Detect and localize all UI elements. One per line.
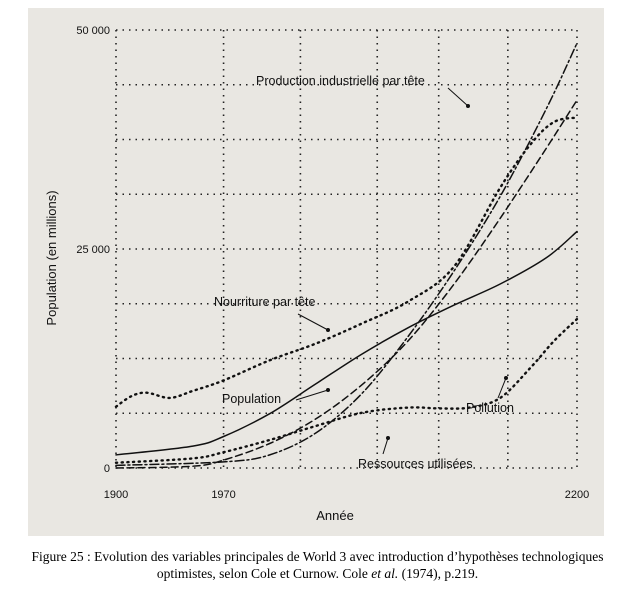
caption-text-italic: et al. bbox=[371, 566, 399, 581]
series-label-leader bbox=[448, 88, 468, 106]
chart bbox=[28, 8, 604, 536]
series-label: Nourriture par tête bbox=[214, 295, 316, 309]
x-tick-label: 2200 bbox=[564, 489, 590, 501]
y-tick-label: 0 bbox=[103, 463, 110, 475]
series-line-3 bbox=[116, 319, 577, 463]
x-axis-title: Année bbox=[316, 508, 354, 523]
series-label: Population bbox=[222, 392, 282, 406]
series-label-arrowhead bbox=[466, 104, 470, 108]
series-label-leader bbox=[298, 314, 328, 330]
x-tick-label: 1900 bbox=[103, 489, 129, 501]
scanned-figure bbox=[28, 8, 604, 536]
series-label: Ressources utilisées bbox=[358, 457, 473, 471]
caption-line-2 bbox=[0, 565, 635, 582]
series-label-arrowhead bbox=[326, 388, 330, 392]
series-label-arrowhead bbox=[504, 376, 508, 380]
caption-text-start: optimistes, selon Cole et Curnow. Cole bbox=[156, 566, 372, 581]
series-label-arrowhead bbox=[386, 436, 390, 440]
caption-text-end: (1974), p.219. bbox=[398, 566, 479, 581]
y-tick-label: 25 000 bbox=[76, 244, 110, 256]
series-label-leader bbox=[383, 438, 388, 454]
y-tick-label: 50 000 bbox=[76, 25, 110, 37]
series-label-arrowhead bbox=[326, 328, 330, 332]
x-tick-label: 1970 bbox=[211, 489, 236, 501]
series-label: Pollution bbox=[466, 401, 514, 415]
y-axis-title: Population (en millions) bbox=[44, 190, 59, 326]
caption-line-1: Figure 25 : Evolution des variables principales de World 3 avec introduction d’hypothèses technologiques bbox=[31, 549, 604, 564]
figure-caption bbox=[0, 548, 635, 582]
series-label: Production industrielle par tête bbox=[256, 74, 425, 88]
